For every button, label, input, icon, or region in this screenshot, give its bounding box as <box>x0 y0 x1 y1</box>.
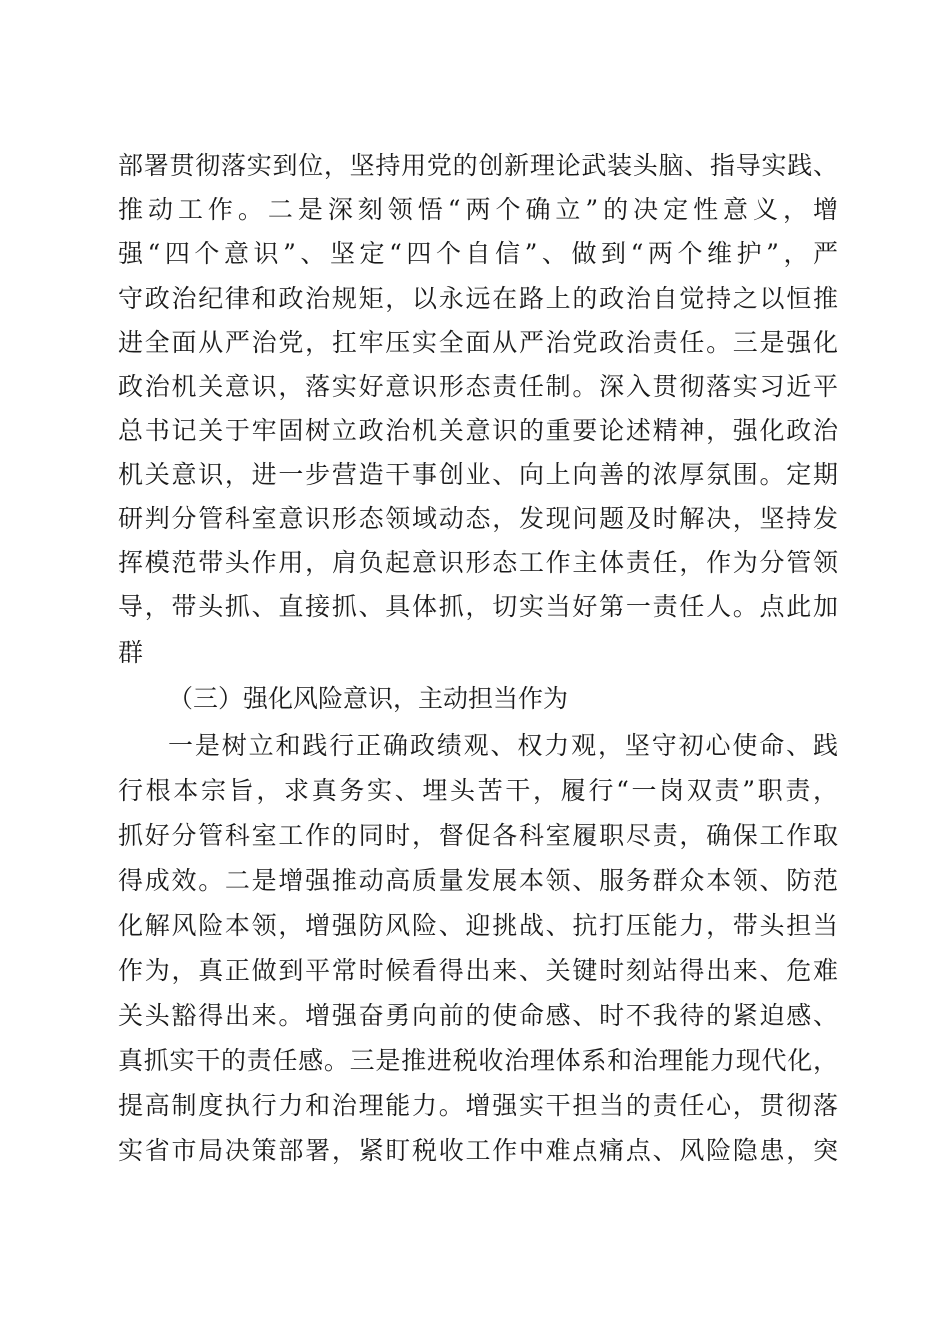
paragraph-2-line: 提高制度执行力和治理能力。增强实干担当的责任心，贯彻落 <box>118 1091 838 1120</box>
paragraph-1-line: 部署贯彻落实到位，坚持用党的创新理论武装头脑、指导实践、 <box>118 151 838 180</box>
section-heading: （三）强化风险意识，主动担当作为 <box>168 684 569 713</box>
paragraph-2-line: 作为，真正做到平常时候看得出来、关键时刻站得出来、危难 <box>118 956 838 985</box>
paragraph-1-line: 群 <box>118 638 144 667</box>
paragraph-2-line: 化解风险本领，增强防风险、迎挑战、抗打压能力，带头担当 <box>118 911 838 940</box>
paragraph-2-line: 真抓实干的责任感。三是推进税收治理体系和治理能力现代化， <box>118 1046 838 1075</box>
paragraph-1-line: 强“四个意识”、坚定“四个自信”、做到“两个维护”，严 <box>118 239 838 268</box>
paragraph-2-line: 得成效。二是增强推动高质量发展本领、服务群众本领、防范 <box>118 866 838 895</box>
paragraph-1-line: 进全面从严治党，扛牢压实全面从严治党政治责任。三是强化 <box>118 328 838 357</box>
paragraph-1-line: 守政治纪律和政治规矩，以永远在路上的政治自觉持之以恒推 <box>118 284 838 313</box>
paragraph-2-line: 实省市局决策部署，紧盯税收工作中难点痛点、风险隐患，突 <box>118 1136 838 1165</box>
paragraph-1-line: 政治机关意识，落实好意识形态责任制。深入贯彻落实习近平 <box>118 372 838 401</box>
paragraph-1-line: 导，带头抓、直接抓、具体抓，切实当好第一责任人。点此加 <box>118 592 838 621</box>
paragraph-1-line: 研判分管科室意识形态领域动态，发现问题及时解决，坚持发 <box>118 504 838 533</box>
paragraph-1-line: 机关意识，进一步营造干事创业、向上向善的浓厚氛围。定期 <box>118 460 838 489</box>
paragraph-2-line: 行根本宗旨，求真务实、埋头苦干，履行“一岗双责”职责， <box>118 776 838 805</box>
paragraph-1-line: 推动工作。二是深刻领悟“两个确立”的决定性意义，增 <box>118 195 838 224</box>
paragraph-1-line: 总书记关于牢固树立政治机关意识的重要论述精神，强化政治 <box>118 416 838 445</box>
paragraph-2-line: 关头豁得出来。增强奋勇向前的使命感、时不我待的紧迫感、 <box>118 1001 838 1030</box>
paragraph-1-line: 挥模范带头作用，肩负起意识形态工作主体责任，作为分管领 <box>118 548 838 577</box>
paragraph-2-line: 一是树立和践行正确政绩观、权力观，坚守初心使命、践 <box>168 731 838 760</box>
paragraph-2-line: 抓好分管科室工作的同时，督促各科室履职尽责，确保工作取 <box>118 821 838 850</box>
